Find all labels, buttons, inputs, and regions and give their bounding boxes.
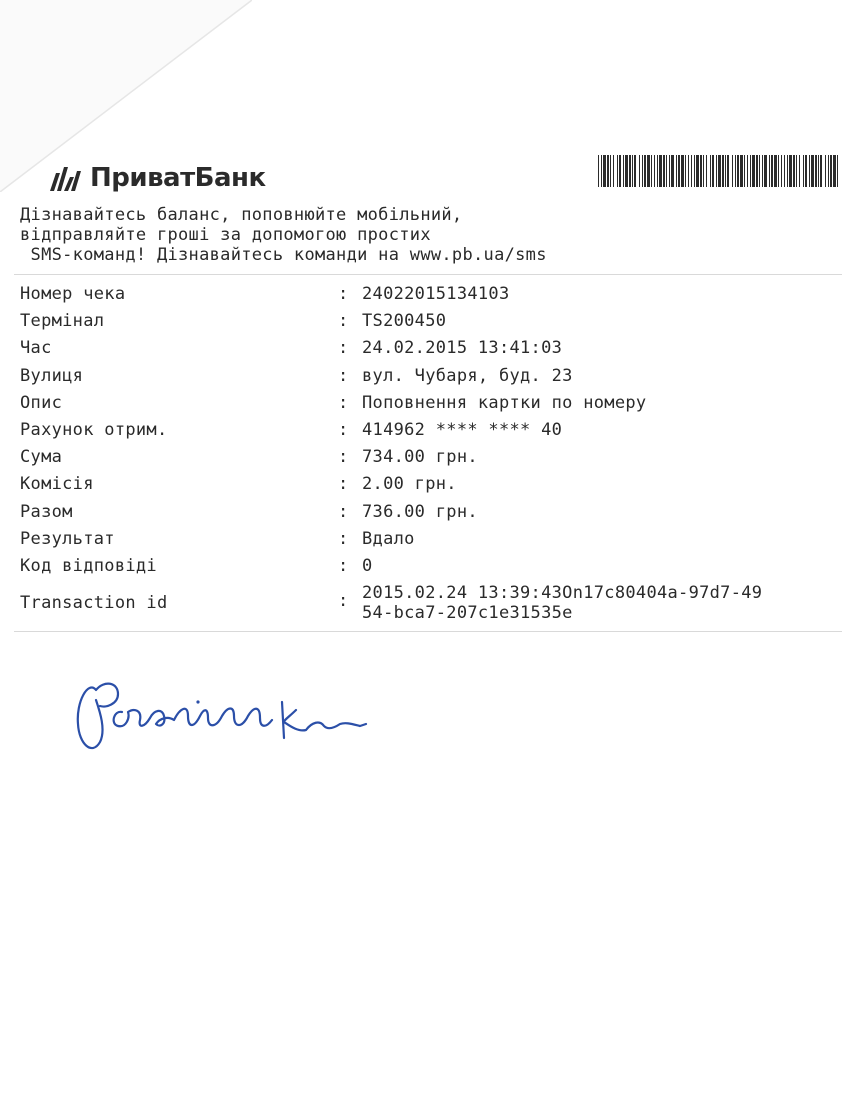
- barcode-bar: [601, 155, 602, 187]
- barcode-bar: [740, 155, 743, 187]
- field-separator: :: [338, 338, 349, 359]
- barcode-bar: [610, 155, 611, 187]
- field-label: Рахунок отрим.: [20, 419, 168, 440]
- barcode-bar: [781, 155, 782, 187]
- field-label: Час: [20, 338, 52, 359]
- field-description: [20, 390, 820, 417]
- field-value: 2015.02.24 13:39:43On17c80404a-97d7-4954-bca7-207c1e31535e: [362, 583, 763, 624]
- barcode-bar: [716, 155, 717, 187]
- barcode-bar: [663, 155, 665, 187]
- barcode-bar: [722, 155, 724, 187]
- field-value: Поповнення картки по номеру: [362, 392, 647, 413]
- field-street: [20, 363, 820, 390]
- field-value: TS200450: [362, 311, 447, 332]
- barcode-bar: [671, 155, 674, 187]
- barcode-bar: [725, 155, 726, 187]
- field-separator: :: [338, 501, 349, 522]
- field-label: Вулиця: [20, 365, 84, 386]
- barcode-bar: [634, 155, 636, 187]
- barcode-bar: [706, 155, 707, 187]
- field-separator: :: [338, 419, 349, 440]
- field-recipient-account: [20, 417, 820, 444]
- barcode-bar: [678, 155, 680, 187]
- field-commission: [20, 471, 820, 498]
- barcode-bar: [837, 155, 838, 187]
- barcode-bar: [691, 155, 692, 187]
- field-result: [20, 526, 820, 553]
- field-amount: [20, 444, 820, 471]
- barcode-bar: [811, 155, 814, 187]
- barcode-bar: [752, 155, 755, 187]
- barcode-bar: [750, 155, 751, 187]
- field-label: Номер чека: [20, 284, 126, 304]
- field-separator: :: [338, 555, 349, 576]
- barcode-bar: [789, 155, 792, 187]
- brand-name: ПриватБанк: [90, 163, 266, 193]
- barcode-bar: [666, 155, 667, 187]
- barcode-bar: [828, 155, 829, 187]
- barcode-bar: [796, 155, 797, 187]
- promo-line: відправляйте гроші за допомогою простих: [20, 225, 431, 245]
- field-label: Термінал: [20, 311, 105, 332]
- field-value: 24022015134103: [362, 284, 510, 304]
- field-receipt-number: [20, 281, 820, 308]
- barcode-bar: [712, 155, 714, 187]
- field-value: Вдало: [362, 528, 415, 549]
- barcode-bar: [710, 155, 711, 187]
- barcode-bar: [639, 155, 640, 187]
- barcode-bar: [688, 155, 689, 187]
- field-label: Опис: [20, 392, 63, 413]
- barcode-bar: [793, 155, 795, 187]
- barcode-bar: [756, 155, 758, 187]
- barcode-bar: [809, 155, 810, 187]
- field-separator: :: [338, 311, 349, 332]
- field-label: Сума: [20, 447, 63, 468]
- barcode-bar: [769, 155, 770, 187]
- barcode-bar: [625, 155, 628, 187]
- barcode-bar: [784, 155, 785, 187]
- barcode-bar: [598, 155, 599, 187]
- barcode-bar: [818, 155, 819, 187]
- field-response-code: [20, 553, 820, 580]
- field-value: 734.00 грн.: [362, 447, 478, 468]
- barcode-bar: [727, 155, 729, 187]
- field-value: 736.00 грн.: [362, 501, 478, 522]
- barcode-bar: [747, 155, 748, 187]
- field-label: Комісія: [20, 474, 94, 495]
- barcode-bar: [651, 155, 652, 187]
- barcode-bar: [659, 155, 662, 187]
- promo-line: SMS-команд! Дізнавайтесь команди на www.pb.ua/sms: [20, 245, 547, 265]
- divider: [14, 274, 842, 275]
- barcode: [598, 155, 840, 187]
- barcode-bar: [647, 155, 650, 187]
- receipt-fields: [20, 281, 820, 626]
- field-value: 414962 **** **** 40: [362, 419, 563, 440]
- barcode-bar: [762, 155, 763, 187]
- barcode-bar: [815, 155, 817, 187]
- barcode-bar: [771, 155, 773, 187]
- barcode-bar: [657, 155, 658, 187]
- field-label: Transaction id: [20, 593, 168, 614]
- field-value: 24.02.2015 13:41:03: [362, 338, 563, 359]
- barcode-bar: [732, 155, 733, 187]
- barcode-bar: [774, 155, 777, 187]
- barcode-bar: [805, 155, 807, 187]
- field-separator: :: [338, 365, 349, 386]
- barcode-bar: [833, 155, 836, 187]
- barcode-bar: [759, 155, 760, 187]
- field-value: 2.00 грн.: [362, 474, 457, 495]
- barcode-bar: [764, 155, 767, 187]
- barcode-bar: [803, 155, 804, 187]
- field-time: [20, 335, 820, 362]
- promo-line: Дізнавайтесь баланс, поповнюйте мобільний,: [20, 205, 463, 225]
- field-separator: :: [338, 392, 349, 413]
- barcode-bar: [703, 155, 704, 187]
- divider: [14, 631, 842, 632]
- field-transaction-id: [20, 580, 820, 626]
- barcode-bar: [700, 155, 702, 187]
- barcode-bar: [685, 155, 686, 187]
- barcode-bar: [603, 155, 606, 187]
- handwritten-signature: [70, 672, 380, 762]
- field-label: Разом: [20, 501, 73, 522]
- field-label: Результат: [20, 528, 115, 549]
- barcode-bar: [744, 155, 745, 187]
- barcode-bar: [619, 155, 621, 187]
- field-separator: :: [338, 591, 349, 612]
- barcode-bar: [644, 155, 646, 187]
- barcode-bar: [820, 155, 822, 187]
- field-separator: :: [338, 528, 349, 549]
- barcode-bar: [696, 155, 699, 187]
- privatbank-logo-mark-icon: [48, 163, 84, 193]
- field-separator: :: [338, 284, 349, 304]
- privatbank-logo: [48, 158, 266, 198]
- barcode-bar: [694, 155, 695, 187]
- barcode-bar: [787, 155, 788, 187]
- barcode-bar: [642, 155, 643, 187]
- field-label: Код відповіді: [20, 555, 157, 576]
- barcode-bar: [613, 155, 614, 187]
- barcode-bar: [799, 155, 800, 187]
- field-total: [20, 499, 820, 526]
- field-separator: :: [338, 447, 349, 468]
- field-separator: :: [338, 474, 349, 495]
- field-value: вул. Чубаря, буд. 23: [362, 365, 573, 386]
- barcode-bar: [669, 155, 670, 187]
- barcode-bar: [735, 155, 736, 187]
- barcode-bar: [623, 155, 624, 187]
- barcode-bar: [830, 155, 832, 187]
- field-terminal: [20, 308, 820, 335]
- barcode-bar: [676, 155, 677, 187]
- barcode-bar: [617, 155, 618, 187]
- barcode-bar: [607, 155, 609, 187]
- barcode-bar: [825, 155, 826, 187]
- barcode-bar: [718, 155, 721, 187]
- barcode-bar: [681, 155, 684, 187]
- barcode-bar: [778, 155, 779, 187]
- barcode-bar: [654, 155, 655, 187]
- barcode-bar: [632, 155, 633, 187]
- barcode-bar: [629, 155, 631, 187]
- promo-text: [20, 205, 820, 265]
- field-value: 0: [362, 555, 373, 576]
- barcode-bar: [737, 155, 739, 187]
